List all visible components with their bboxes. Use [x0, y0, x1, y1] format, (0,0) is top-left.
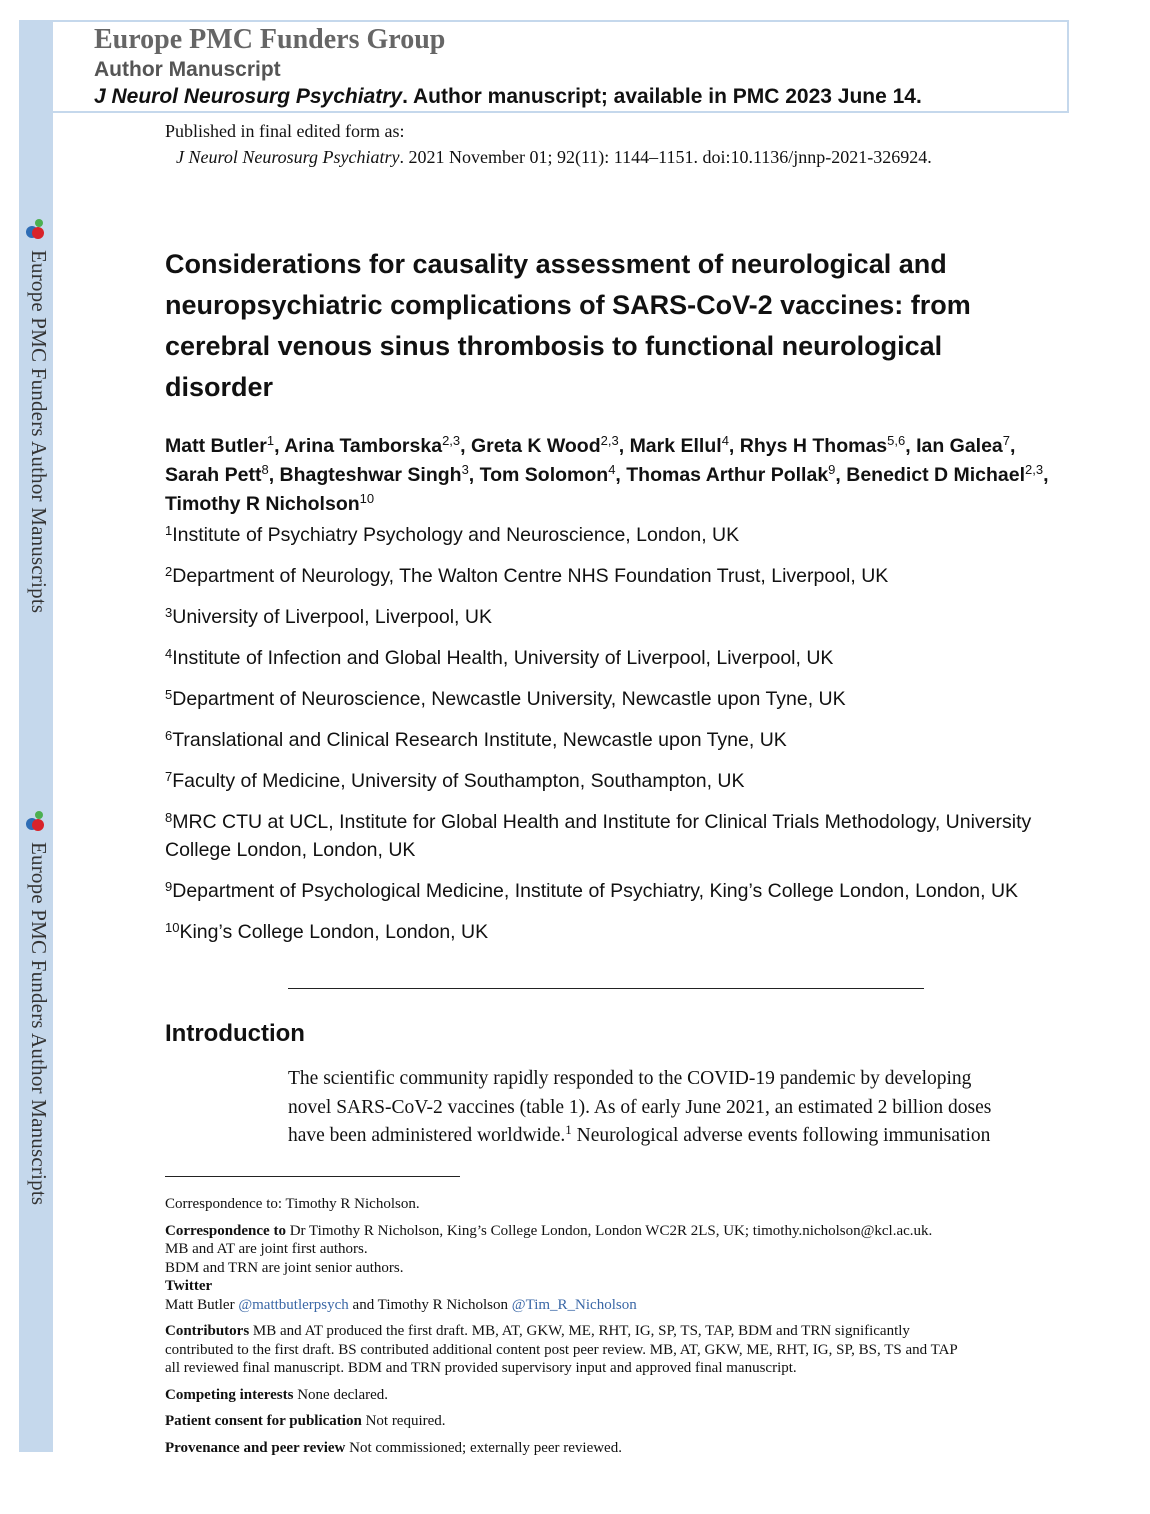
body-line: The scientific community rapidly responded to the COVID-19 pandemic by developing — [288, 1068, 972, 1089]
author: Mark Ellul$^4$, — [629, 433, 740, 457]
affiliation: $^5$Department of Neuroscience, Newcastle University, Newcastle upon Tyne, UK — [165, 687, 846, 710]
journal-name: J Neurol Neurosurg Psychiatry — [94, 85, 403, 108]
sidebar-label: Europe PMC Funders Author Manuscripts — [27, 250, 51, 614]
europe-pmc-logo-icon — [25, 218, 47, 242]
provenance: Provenance and peer review Not commissioned; externally peer reviewed. — [165, 1439, 622, 1456]
contributors: Contributors MB and AT produced the first draft. MB, AT, GKW, ME, RHT, IG, SP, TS, TAP, BDM and TRN significantly contributed to the first draft. BS contributed additional content post peer review. MB, AT, GKW, ME, RHT, IG, SP, BS, TS and TAP all reviewed final manuscript. BDM and TRN provided supervisory input and approved final manuscript. — [165, 1323, 958, 1376]
citation-journal: J Neurol Neurosurg Psychiatry — [176, 147, 400, 167]
published-label: Published in final edited form as: — [165, 121, 405, 141]
affiliation: $^4$Institute of Infection and Global Health, University of Liverpool, Liverpool, UK — [165, 646, 834, 669]
affiliation: $^6$Translational and Clinical Research Institute, Newcastle upon Tyne, UK — [165, 728, 787, 751]
author-list — [165, 432, 1065, 519]
author: Sarah Pett$^8$, — [165, 462, 280, 486]
journal-availability — [94, 85, 922, 109]
author: Tom Solomon$^4$, — [479, 462, 627, 486]
author-manuscript-label: Author Manuscript — [94, 58, 281, 81]
competing-interests: Competing interests None declared. — [165, 1386, 389, 1403]
author: Matt Butler$^1$, — [165, 433, 285, 457]
body-line: have been administered worldwide.$^1$ Neurological adverse events following immunisation — [288, 1122, 991, 1146]
affiliation: $^1$Institute of Psychiatry Psychology and Neuroscience, London, UK — [165, 523, 740, 546]
author: Arina Tamborska$^{2,3}$, — [284, 433, 471, 457]
citation — [176, 147, 932, 168]
citation-details: . 2021 November 01; 92(11): 1144–1151. doi:10.1136/jnnp-2021-326924. — [399, 147, 932, 167]
body-line: novel SARS-CoV-2 vaccines (table 1). As of early June 2021, an estimated 2 billion doses — [288, 1096, 992, 1118]
sidebar — [19, 20, 53, 1452]
affiliation: $^9$Department of Psychological Medicine, Institute of Psychiatry, King’s College London, London, UK — [165, 879, 1019, 902]
author: Timothy R Nicholson$^{10}$ — [165, 491, 375, 515]
europe-pmc-logo-icon — [25, 810, 47, 834]
affiliation: $^8$MRC CTU at UCL, Institute for Global Health and Institute for Clinical Trials Methodology, University College London, London, UK — [165, 810, 1032, 861]
affiliation: $^{10}$King’s College London, London, UK — [165, 920, 489, 943]
twitter-handles: Matt Butler @mattbutlerpsych and Timothy R Nicholson @Tim_R_Nicholson — [165, 1296, 637, 1313]
reference-marker[interactable]: 1 — [565, 1122, 572, 1137]
section-divider — [288, 988, 924, 989]
author: Rhys H Thomas$^{5,6}$, — [739, 433, 917, 457]
author: Benedict D Michael$^{2,3}$, — [846, 462, 1049, 486]
footnotes — [165, 1195, 1045, 1457]
twitter-link[interactable]: @Tim_R_Nicholson — [511, 1296, 637, 1313]
sidebar-label: Europe PMC Funders Author Manuscripts — [27, 842, 51, 1206]
twitter-link[interactable]: @mattbutlerpsych — [238, 1296, 349, 1313]
introduction-heading: Introduction — [165, 1020, 305, 1047]
introduction-body — [288, 1065, 1048, 1151]
twitter-label: Twitter — [165, 1278, 213, 1294]
author: Bhagteshwar Singh$^3$, — [279, 462, 480, 486]
affiliation: $^2$Department of Neurology, The Walton Centre NHS Foundation Trust, Liverpool, UK — [165, 564, 889, 587]
author: Thomas Arthur Pollak$^9$, — [626, 462, 847, 486]
affiliation: $^3$University of Liverpool, Liverpool, UK — [165, 605, 492, 628]
availability-text: . Author manuscript; available in PMC 2023 June 14. — [402, 85, 922, 108]
joint-first-note: MB and AT are joint first authors. — [165, 1241, 368, 1257]
author: Ian Galea$^7$, — [916, 433, 1016, 457]
patient-consent: Patient consent for publication Not required. — [165, 1413, 446, 1429]
joint-senior-note: BDM and TRN are joint senior authors. — [165, 1259, 404, 1276]
correspondence: Correspondence to Dr Timothy R Nicholson, King’s College London, London WC2R 2LS, UK; timothy.nicholson@kcl.ac.uk. — [165, 1222, 933, 1239]
funders-group-title: Europe PMC Funders Group — [94, 24, 446, 55]
affiliation: $^7$Faculty of Medicine, University of Southampton, Southampton, UK — [165, 769, 745, 792]
correspondence-short: Correspondence to: Timothy R Nicholson. — [165, 1196, 420, 1212]
affiliation-list — [165, 521, 1045, 959]
footnote-divider — [165, 1176, 460, 1177]
author: Greta K Wood$^{2,3}$, — [470, 433, 630, 457]
article-title: Considerations for causality assessment of neurological and neuropsychiatric complications of SARS-CoV-2 vaccines: from cerebral venous sinus thrombosis to functional neurological disorder — [165, 249, 971, 402]
